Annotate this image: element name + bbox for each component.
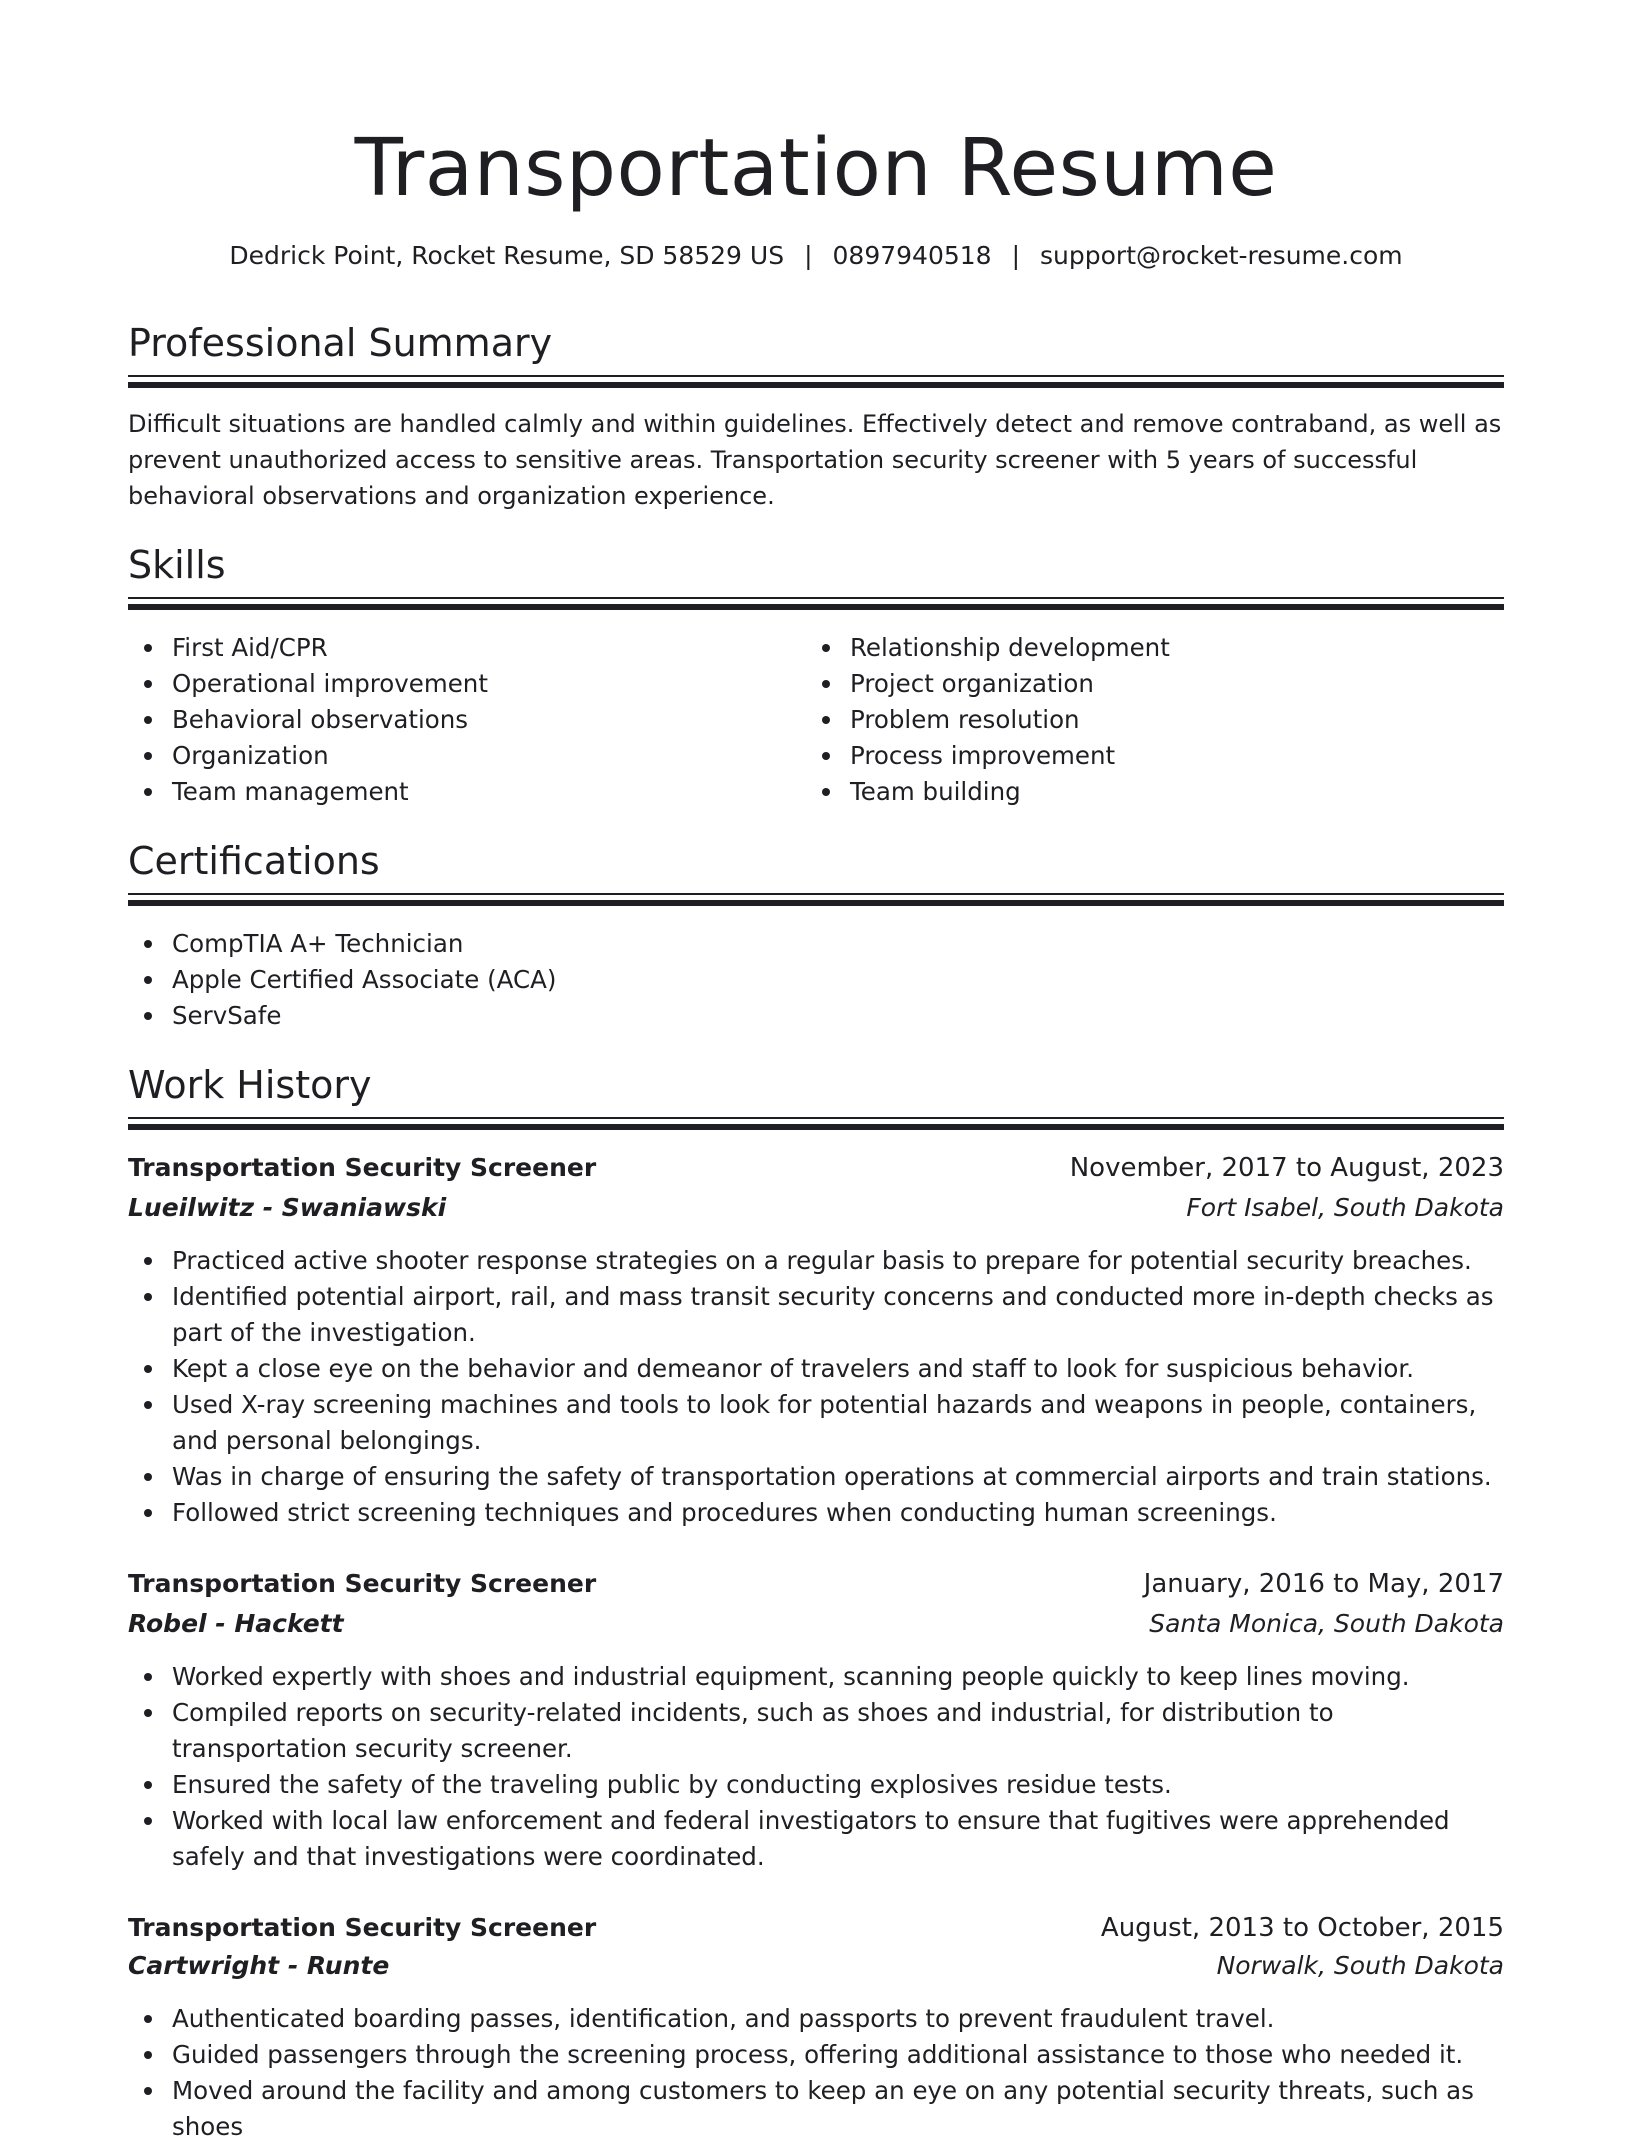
job-location: Norwalk, South Dakota [1216,1951,1504,1980]
job-header [128,1148,1504,1188]
job-subheader [128,1946,1504,1986]
job-duties-list [128,1659,1504,1875]
contact-separator: | [1011,241,1021,270]
job-title: Transportation Security Screener [128,1569,597,1598]
section-divider [128,375,1504,389]
resume-title: Transportation Resume [354,122,1278,214]
skill-item: Process improvement [806,738,1504,774]
job-duty: Worked with local law enforcement and federal investigators to ensure that fugitives were apprehended safely and that investigations were coordinated. [128,1803,1504,1875]
job-duties-list [128,1243,1504,1531]
job-dates: November, 2017 to August, 2023 [1069,1153,1504,1183]
certifications-heading: Certifications [128,839,380,883]
certification-item: Apple Certified Associate (ACA) [128,962,1504,998]
job-duty: Worked expertly with shoes and industrial equipment, scanning people quickly to keep lines moving. [128,1659,1504,1695]
job-location: Fort Isabel, South Dakota [1186,1193,1504,1222]
job-duty: Practiced active shooter response strategies on a regular basis to prepare for potential security breaches. [128,1243,1504,1279]
skill-item: Team management [128,774,788,810]
job-duty: Guided passengers through the screening process, offering additional assistance to those who needed it. [128,2037,1504,2073]
job-dates: August, 2013 to October, 2015 [1100,1913,1504,1943]
skill-item: Project organization [806,666,1504,702]
skill-item: Team building [806,774,1504,810]
skills-list-left [128,630,788,810]
job-company: Cartwright - Runte [128,1951,390,1980]
job-title: Transportation Security Screener [128,1913,597,1942]
job-duties-list [128,2001,1504,2145]
job-duty: Authenticated boarding passes, identification, and passports to prevent fraudulent travel. [128,2001,1504,2037]
contact-separator: | [804,241,813,270]
skill-item: Relationship development [806,630,1504,666]
contact-line [128,238,1504,274]
skill-item: Organization [128,738,788,774]
job-title: Transportation Security Screener [128,1153,597,1182]
job-company: Lueilwitz - Swaniawski [128,1193,447,1222]
certification-item: CompTIA A+ Technician [128,926,1504,962]
job-duty: Used X-ray screening machines and tools to look for potential hazards and weapons in people, containers, and personal belongings. [128,1387,1504,1459]
job-duty: Compiled reports on security-related incidents, such as shoes and industrial, for distribution to transportation security screener. [128,1695,1504,1767]
job-location: Santa Monica, South Dakota [1149,1609,1504,1638]
job-duty: Moved around the facility and among customers to keep an eye on any potential security threats, such as shoes [128,2073,1504,2145]
job-duty: Followed strict screening techniques and procedures when conducting human screenings. [128,1495,1504,1531]
section-divider [128,597,1504,611]
certifications-list [128,926,1504,1034]
skill-item: Problem resolution [806,702,1504,738]
job-duty: Identified potential airport, rail, and mass transit security concerns and conducted more in-depth checks as part of the investigation. [128,1279,1504,1351]
job-header [128,1564,1504,1604]
contact-phone: 0897940518 [832,241,992,270]
job-duty: Ensured the safety of the traveling public by conducting explosives residue tests. [128,1767,1504,1803]
work-history-heading: Work History [128,1063,372,1107]
skill-item: Operational improvement [128,666,788,702]
job-subheader [128,1188,1504,1228]
skill-item: First Aid/CPR [128,630,788,666]
skills-heading: Skills [128,543,226,587]
section-divider [128,1117,1504,1131]
section-divider [128,893,1504,907]
contact-email: support@rocket-resume.com [1040,241,1403,270]
skill-item: Behavioral observations [128,702,788,738]
skills-list-right [806,630,1504,810]
certification-item: ServSafe [128,998,1504,1034]
job-duty: Was in charge of ensuring the safety of transportation operations at commercial airports and train stations. [128,1459,1504,1495]
summary-text: Difficult situations are handled calmly and within guidelines. Effectively detect and remove contraband, as well as prevent unauthorized access to sensitive areas. Transportation security screener with 5 years of successful behavioral observations and organization experience. [128,410,1502,510]
contact-address: Dedrick Point, Rocket Resume, SD 58529 US [229,241,785,270]
job-header [128,1908,1504,1948]
job-subheader [128,1604,1504,1644]
summary-heading: Professional Summary [128,321,553,365]
job-duty: Kept a close eye on the behavior and demeanor of travelers and staff to look for suspicious behavior. [128,1351,1504,1387]
job-dates: January, 2016 to May, 2017 [1143,1569,1504,1599]
job-company: Robel - Hackett [128,1609,344,1638]
